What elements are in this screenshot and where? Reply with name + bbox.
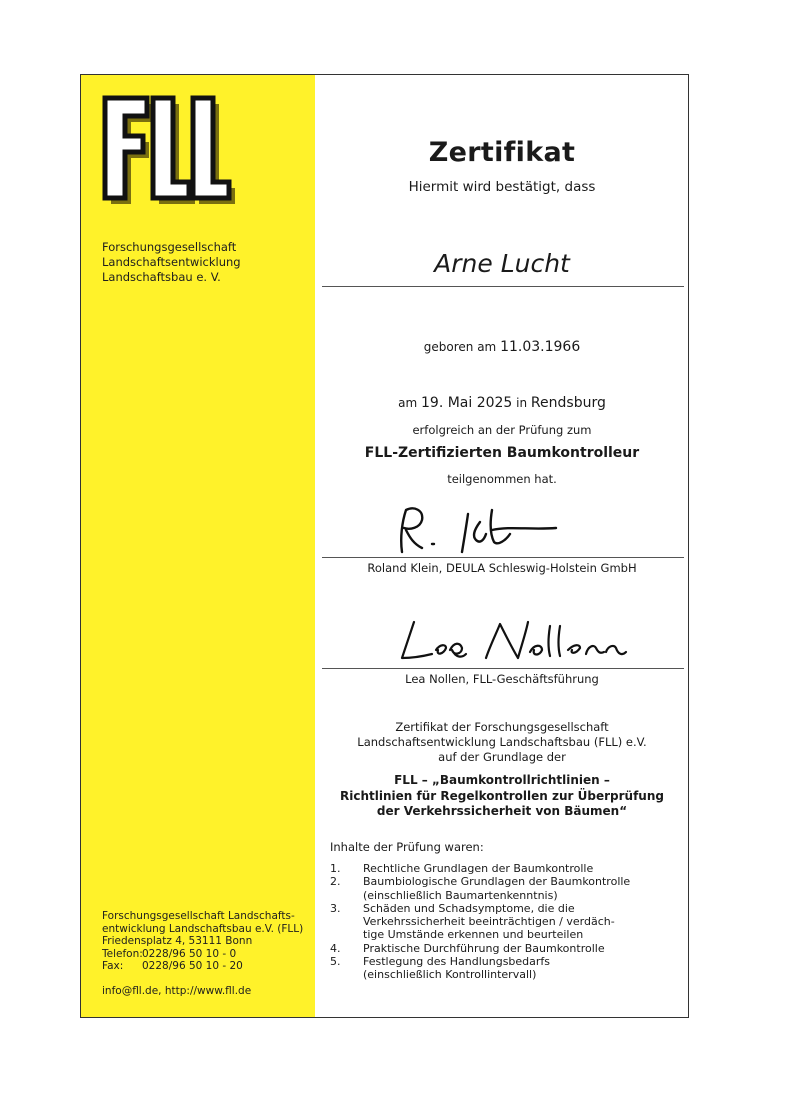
birth-prefix: geboren am xyxy=(423,340,501,354)
fax-label: Fax: xyxy=(102,960,124,972)
list-item-text: Praktische Durchführung der Baumkontrolle xyxy=(363,941,605,955)
guideline-line: FLL – „Baumkontrollrichtlinien – xyxy=(394,773,610,787)
signer-name: Lea Nollen, FLL-Geschäftsführung xyxy=(405,672,599,686)
guideline-title xyxy=(320,773,684,820)
list-item xyxy=(330,862,686,875)
footer-contact: info@fll.de, http://www.fll.de xyxy=(102,984,252,997)
list-item-text: tige Umstände erkennen und beurteilen xyxy=(363,928,584,942)
list-item-text: Rechtliche Grundlagen der Baumkontrolle xyxy=(363,862,594,875)
organization-name-line: Forschungsgesellschaft xyxy=(102,240,237,254)
list-item xyxy=(330,875,686,902)
list-item-number: 5. xyxy=(330,955,341,969)
exam-date: 19. Mai 2025 xyxy=(421,395,513,411)
exam-prefix: am xyxy=(398,396,421,410)
footer-org-line: entwicklung Landschaftsbau e.V. (FLL) xyxy=(102,922,304,935)
participated-text: teilgenommen hat. xyxy=(447,472,557,486)
signature-lea-nollen xyxy=(390,614,640,668)
list-item xyxy=(330,942,686,955)
certification-basis xyxy=(320,720,684,765)
signature-roland-klein xyxy=(380,500,570,560)
guideline-line: Richtlinien für Regelkontrollen zur Überprüfung xyxy=(340,788,664,803)
birth-line xyxy=(320,339,684,355)
organization-contact-block xyxy=(102,910,312,997)
footer-phone xyxy=(102,948,312,961)
basis-line: Zertifikat der Forschungsgesellschaft xyxy=(395,720,609,734)
organization-name-line: Landschaftsbau e. V. xyxy=(102,270,221,284)
exam-contents-list xyxy=(330,862,686,982)
basis-line: auf der Grundlage der xyxy=(438,750,566,764)
name-underline xyxy=(322,286,684,287)
exam-place: Rendsburg xyxy=(530,395,606,411)
exam-line xyxy=(320,395,684,411)
list-item-text: Schäden und Schadsymptome, die die xyxy=(363,901,575,915)
intro-text: Hiermit wird bestätigt, dass xyxy=(408,179,596,195)
list-item-text: (einschließlich Kontrollintervall) xyxy=(363,968,537,982)
list-item-number: 4. xyxy=(330,941,341,955)
certificate-title: Zertifikat xyxy=(428,137,576,168)
list-item-number: 2. xyxy=(330,875,341,889)
organization-name-line: Landschaftsentwicklung xyxy=(102,255,241,269)
success-text: erfolgreich an der Prüfung zum xyxy=(412,423,592,437)
yellow-side-band xyxy=(80,74,315,1018)
basis-line: Landschaftsentwicklung Landschaftsbau (FLL) e.V. xyxy=(357,735,647,749)
recipient-name: Arne Lucht xyxy=(434,249,570,278)
list-item-number: 3. xyxy=(330,901,341,915)
footer-fax xyxy=(102,960,312,973)
list-item-text: Baumbiologische Grundlagen der Baumkontrolle xyxy=(363,875,631,889)
list-item-text: Festlegung des Handlungsbedarfs xyxy=(363,955,551,969)
fax-number: 0228/96 50 10 - 20 xyxy=(142,960,243,972)
footer-address: Friedensplatz 4, 53111 Bonn xyxy=(102,935,253,947)
exam-in: in xyxy=(512,396,531,410)
footer-org-line: Forschungsgesellschaft Landschafts- xyxy=(102,910,295,922)
list-item xyxy=(330,955,686,982)
birth-date: 11.03.1966 xyxy=(500,339,581,355)
organization-name xyxy=(102,240,302,285)
list-item-text: (einschließlich Baumartenkenntnis) xyxy=(363,888,558,902)
phone-number: 0228/96 50 10 - 0 xyxy=(142,947,237,960)
exam-contents-heading: Inhalte der Prüfung waren: xyxy=(330,840,484,854)
signature-line xyxy=(322,668,684,669)
fll-logo xyxy=(95,90,235,210)
phone-label: Telefon: xyxy=(102,947,143,960)
list-item-number: 1. xyxy=(330,862,341,875)
list-item xyxy=(330,902,686,942)
qualification-title: FLL-Zertifizierten Baumkontrolleur xyxy=(364,445,640,461)
signature-line xyxy=(322,557,684,558)
list-item-text: Verkehrssicherheit beeinträchtigen / verdäch- xyxy=(363,915,615,929)
guideline-line: der Verkehrssicherheit von Bäumen“ xyxy=(376,804,628,818)
signer-name: Roland Klein, DEULA Schleswig-Holstein GmbH xyxy=(367,561,637,575)
